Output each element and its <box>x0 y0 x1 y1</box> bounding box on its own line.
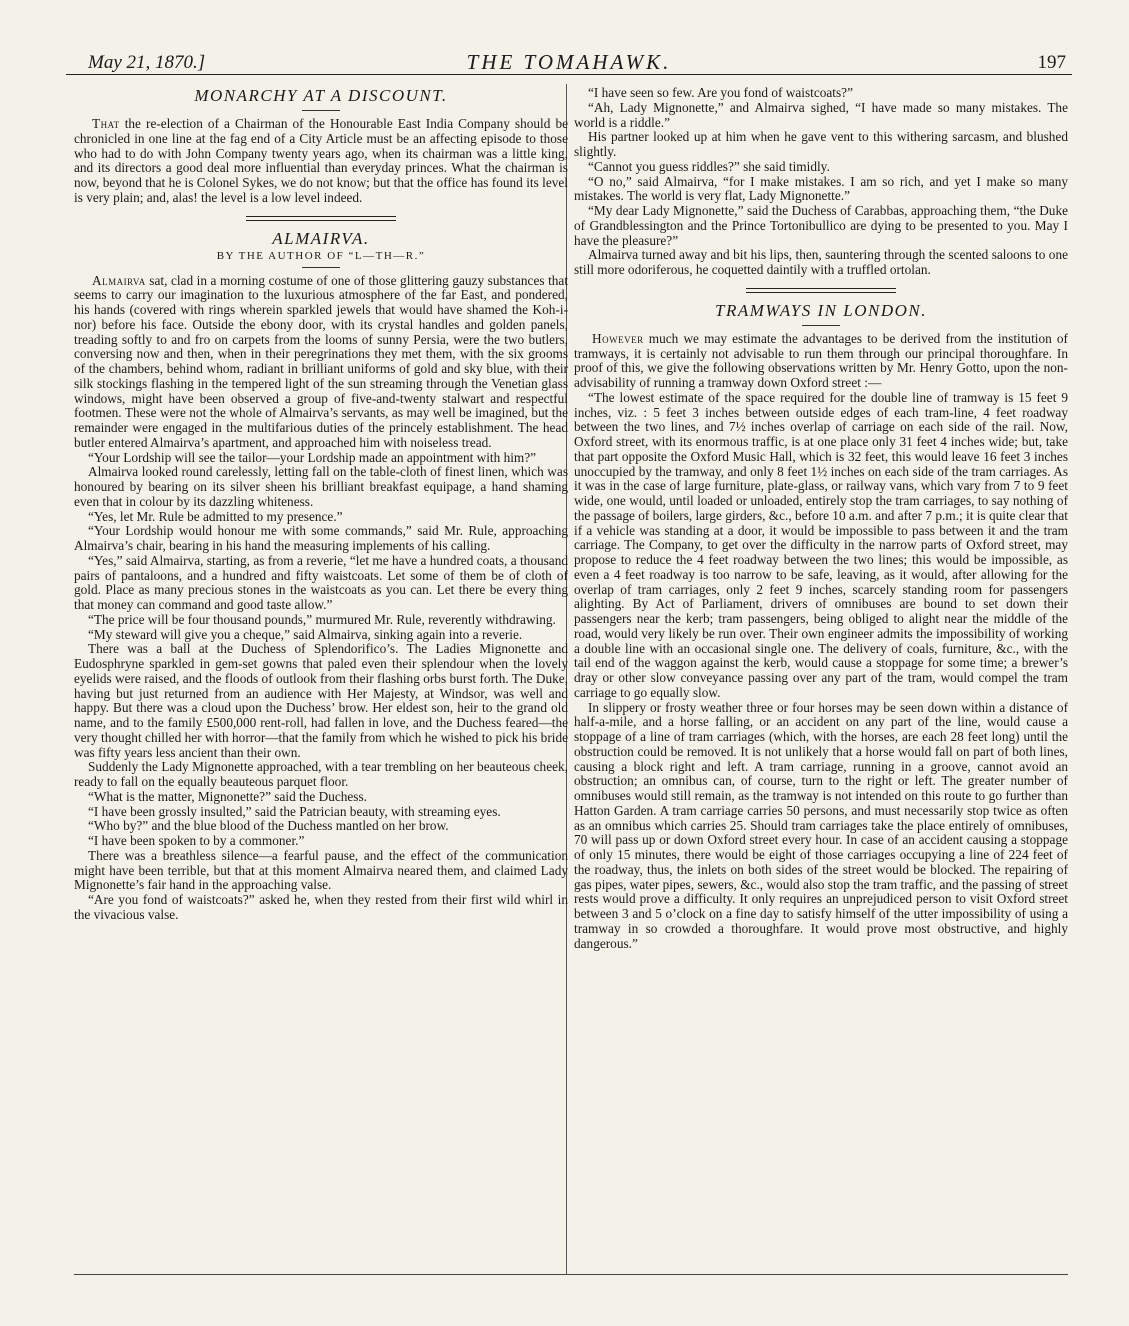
article-title-almairva: ALMAIRVA. <box>272 228 370 248</box>
article-paragraph: “Ah, Lady Mignonette,” and Almairva sighed, “I have made so many mistakes. The world is a riddle.” <box>574 99 1068 130</box>
lead-word: However <box>592 330 644 346</box>
article-paragraph: “Who by?” and the blue blood of the Duchess mantled on her brow. <box>88 818 449 834</box>
article-paragraph: “What is the matter, Mignonette?” said the Duchess. <box>88 788 367 804</box>
page-number: 197 <box>1037 52 1066 73</box>
article-paragraph: Suddenly the Lady Mignonette approached, with a tear trembling on her beauteous cheek, ready to fall on the equally beauteous parquet floor. <box>74 759 568 789</box>
article-paragraph: “My steward will give you a cheque,” said Almairva, sinking again into a reverie. <box>88 626 523 642</box>
article-paragraph <box>74 117 568 206</box>
right-column <box>574 86 1068 1266</box>
article-paragraph: In slippery or frosty weather three or four horses may be seen down within a distance of half-a-mile, and a horse falling, or an accident on any part of the line, would cause a stoppage of a line of tram carriages (which, with the horses, are each 28 feet long) until the obstruction could be removed. It is not unlikely that a horse would fall on part of both lines, causing a block right and left. A tram carriage, running in a groove, cannot avoid an obstruction; an omnibus can, of course, turn to the right or left. The greater number of omnibuses would still remain, as the tramway is not intended on this route to go further than Hatton Garden. A tram carriage carries 50 persons, and must necessarily stop twice as often as an omnibus which carries 25. Should tram carriages take the place entirely of omnibuses, 70 will pass up or down Oxford street every hour. In case of an accident causing a stoppage of only 15 minutes, there would be eight of those carriages occupying a line of 224 feet of the roadway, thus, the inlets on both sides of the street would be blocked. The repairing of gas pipes, water pipes, sewers, &c., would also stop the tram traffic, and the passing of street rests would prove a difficulty. It only requires an unprejudiced person to visit Oxford street between 3 and 5 o’clock on a fine day to satisfy himself of the utter impossibility of using a tramway in so crowded a thoroughfare. It would prove most obstructive, and highly dangerous.” <box>574 699 1068 951</box>
issue-date: May 21, 1870.] <box>88 52 206 73</box>
article-paragraph: “Your Lordship would honour me with some commands,” said Mr. Rule, approaching Almairva’s chair, bearing in his hand the measuring implements of his calling. <box>74 523 568 553</box>
paragraph-text: much we may estimate the advantages to be derived from the institution of tramways, it is certainly not advisable to run them through our principal thoroughfare. In proof of this, we give the following observations written by Mr. Henry Gotto, upon the non-advisability of running a tramway down Oxford street :— <box>574 330 1068 390</box>
publication-title: THE TOMAHAWK. <box>466 50 672 74</box>
article-title-monarchy: MONARCHY AT A DISCOUNT. <box>194 86 448 105</box>
article-paragraph: “Yes,” said Almairva, starting, as from a reverie, “let me have a hundred coats, a thousand pairs of pantaloons, and a hundred and fifty waistcoats. Let some of them be of cloth of gold. Place as many precious stones in the waistcoats as you can. Let there be every thing that money can command and good taste allow.” <box>74 552 568 612</box>
paragraph-text: sat, clad in a morning costume of one of those glittering gauzy substances that seems to carry our imagination to the luxurious atmosphere of the far East, and pondered, his hands (covered with rings wherein sparkled jewels that would have shamed the Koh-i-nor) before his face. Outside the ebony door, with its crystal handles and golden panels, treading softly to and fro on carpets from the looms of sunny Persia, were the two butlers, conversing now and then, when in their peregrinations they met them, with the six grooms of the chambers, behind whom, radiant in brilliant uniforms of gold and sky blue, with their silk stockings flashing in the tempered light of the sun streaming through the Venetian glass windows, might have been observed a group of five-and-twenty stalwart and respectful footmen. These were not the whole of Almairva’s servants, as may well be imagined, but the remainder were engaged in the multifarious duties of the princely establishment. The head butler entered Almairva’s apartment, and approached him with noiseless tread. <box>74 272 568 450</box>
article-paragraph: “The lowest estimate of the space required for the double line of tramway is 15 feet 9 inches, viz. : 5 feet 3 inches between outside edges of each tram-line, 4 feet roadway between the two lines, and 7½ inches overlap of carriage on each side of the rail. Now, Oxford street, with its enormous traffic, is at one place only 31 feet 4 inches wide; but, take that part opposite the Oxford Music Hall, which is 32 feet, this would leave 16 feet 3 inches unoccupied by the tramway, and only 8 feet 1½ inches on each side of the tram carriages. As it was in the case of large furniture, plate-glass, or railway vans, which vary from 7 to 9 feet wide, one would, until loaded or unloaded, entirely stop the tram carriages, to say nothing of the passage of boilers, large girders, &c., before 10 a.m. and after 7 p.m.; it is quite clear that if a vehicle was standing at a door, it would be impossible to pass between it and the tram carriage. The Company, to get over the difficulty in the narrow parts of Oxford street, may propose to reduce the 4 feet roadway between the two lines; this would be impossible, as even a 4 feet roadway is too narrow to be safe, leaving, as it would, after allowing for the overlap of tram carriages, only 2 feet 9 inches, scarcely standing room for passengers alighting. By Act of Parliament, drivers of omnibuses are bound to set down their passengers near the kerb; tram passengers, being obliged to alight near the middle of the road, would very likely be run over. Their own engineer admits the impossibility of working a double line with an occasional single one. The delivery of coals, furniture, &c., with the tail end of the waggon against the kerb, would cause a stoppage for some time; a brewer’s dray or other slow conveyance passing over any part of the tram, would compel the tram carriage to go equally slow. <box>574 389 1068 700</box>
article-paragraph: There was a ball at the Duchess of Splendorifico’s. The Ladies Mignonette and Eudosphryne sparkled in gem-set gowns that paled even their splendour when the lovely eyelids were raised, and the floods of outlook from their flashing orbs burst forth. The Duke, having but just returned from an audience with Her Majesty, at Windsor, was well and happy. But there was a cloud upon the Duchess’ brow. Her eldest son, heir to the grand old name, and to the family £500,000 rent-roll, had fallen in love, and the Duchess feared—the very thought chilled her with horror—that the family from which he wished to pick his bride was fifty years less ancient than their own. <box>74 641 568 760</box>
article-paragraph: His partner looked up at him when he gave vent to this withering sarcasm, and blushed slightly. <box>574 129 1068 159</box>
article-paragraph: Almairva looked round carelessly, letting fall on the table-cloth of finest linen, which was honoured by bearing on its silver sheen his brilliant breakfast equipage, a hand shaming even that in colour by its dazzling whiteness. <box>74 464 568 509</box>
article-paragraph: Almairva turned away and bit his lips, then, sauntering through the scented saloons to one still more odoriferous, he coquetted daintily with a truffled ortolan. <box>574 247 1068 277</box>
article-paragraph: “My dear Lady Mignonette,” said the Duchess of Carabbas, approaching them, “the Duke of Grandblessington and the Prince Tortonibullico are dying to be presented to you. May I have the pleasure?” <box>574 203 1068 248</box>
article-byline: BY THE AUTHOR OF “L—TH—R.” <box>216 249 426 262</box>
article-title-tramways: TRAMWAYS IN LONDON. <box>715 300 927 320</box>
lead-word: Almairva <box>92 272 146 288</box>
article-paragraph <box>74 274 568 451</box>
article-paragraph: “Your Lordship will see the tailor—your Lordship made an appointment with him?” <box>88 449 537 465</box>
article-paragraph: “I have been grossly insulted,” said the Patrician beauty, with streaming eyes. <box>88 803 501 819</box>
article-paragraph: There was a breathless silence—a fearful pause, and the effect of the communication might have been terrible, but that at this moment Almairva neared them, and claimed Lady Mignonette’s fair hand in the approaching valse. <box>74 847 568 893</box>
article-paragraph: “O no,” said Almairva, “for I make mistakes. I am so rich, and yet I make so many mistakes. The world is very flat, Lady Mignonette.” <box>574 173 1068 204</box>
left-column <box>74 86 568 1266</box>
masthead <box>66 50 1072 75</box>
article-paragraph: “Yes, let Mr. Rule be admitted to my presence.” <box>88 508 343 524</box>
paragraph-text: the re-election of a Chairman of the Honourable East India Company should be chronicled in one line at the fag end of a City Article must be an affecting episode to those who had to do with John Company twenty years ago, when its chairman was a little king, and its directors a good deal more influential than everyday princes. What the chairman is now, beyond that he is Colonel Sykes, we do not know; but that the office has found its level is very plain; and, alas! the level is a low level indeed. <box>74 116 568 205</box>
article-paragraph: “Cannot you guess riddles?” she said timidly. <box>588 158 830 174</box>
title-dash <box>802 325 840 326</box>
title-dash <box>302 267 340 268</box>
section-divider <box>246 216 396 221</box>
title-dash <box>302 110 340 111</box>
article-paragraph: “The price will be four thousand pounds,” murmured Mr. Rule, reverently withdrawing. <box>88 611 556 627</box>
article-paragraph: “I have been spoken to by a commoner.” <box>88 833 305 848</box>
article-paragraph: “I have seen so few. Are you fond of waistcoats?” <box>588 86 853 100</box>
section-divider <box>746 288 896 293</box>
article-paragraph: “Are you fond of waistcoats?” asked he, when they rested from their first wild whirl in the vivacious valse. <box>74 892 568 922</box>
bottom-rule <box>74 1274 1068 1275</box>
lead-word: That <box>92 116 120 131</box>
article-paragraph <box>574 332 1068 391</box>
